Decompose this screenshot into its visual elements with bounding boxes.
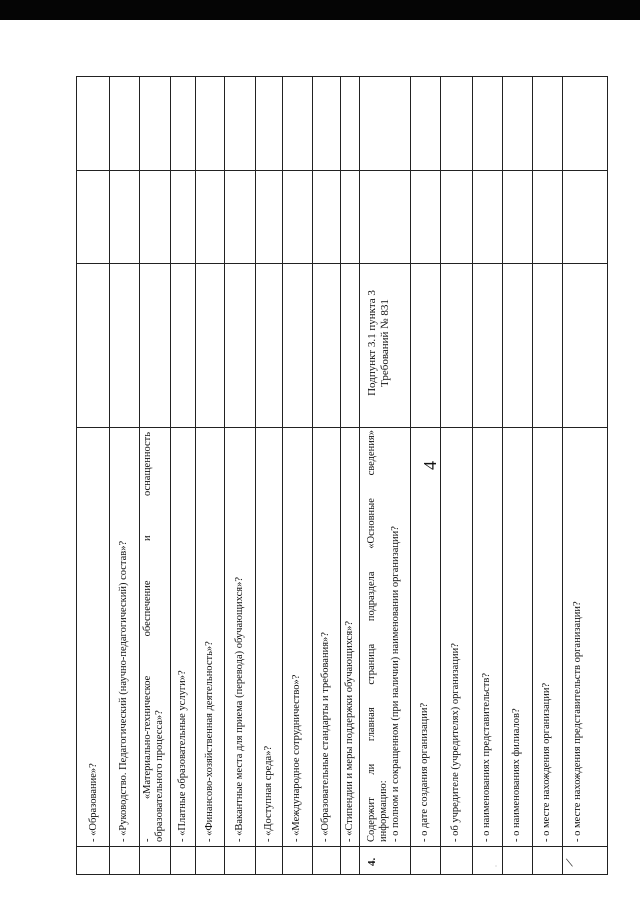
row-materialno-tekhnicheskoe: - «Материально-техническое обеспечение и оснащенность образовательного процесса»?: [142, 432, 165, 842]
row-standarty: - «Образовательные стандарты и требования»?: [320, 632, 331, 842]
row-rukovodstvo: - «Руководство. Педагогический (научно-педагогический) состав»?: [118, 540, 129, 842]
requirement-reference: Подпункт 3.1 пункта 3 Требований № 831: [366, 290, 391, 396]
row-number: 4.: [366, 857, 378, 866]
row-finansovo-khozyaystvennaya: - «Финансово-хозяйственная деятельность»?: [204, 641, 215, 842]
row-platnye-uslugi: - «Платные образовательные услуги»?: [177, 670, 188, 842]
scan-top-border: [0, 0, 640, 20]
row-mezhdunarodnoe: - «Международное сотрудничество»?: [291, 674, 302, 842]
row-uchreditel: - об учредителе (учредителях) организации?: [450, 643, 461, 842]
row-vakantnye-mesta: - «Вакантные места для приема (перевода) обучающихся»?: [234, 576, 245, 842]
row-predstavitelstva: - о наименованиях представительств?: [481, 673, 492, 842]
scan-mark: \: [565, 855, 575, 872]
row-mesto-nakhozhdeniya: - о месте нахождения организации?: [541, 682, 552, 842]
row-mesto-predstavitelstv: - о месте нахождения представительств организации?: [572, 601, 583, 842]
row-osnovnye-svedeniya: Содержит ли главная страница подраздела «Основные сведения» информацию: - о полном и сокращенном (при наличии) наименовании организации?: [366, 430, 401, 842]
page-number: 4: [420, 461, 440, 470]
row-stipendii: - «Стипендии и меры поддержки обучающихся»?: [344, 620, 355, 842]
row-dostupnaya-sreda: - «Доступная среда»?: [263, 745, 274, 842]
row-data-sozdaniya: - о дате создания организации?: [419, 702, 430, 842]
checklist-table: [76, 76, 608, 875]
row-obrazovanie: - «Образование»?: [88, 763, 99, 842]
row-filialy: - о наименованиях филиалов?: [511, 708, 522, 842]
